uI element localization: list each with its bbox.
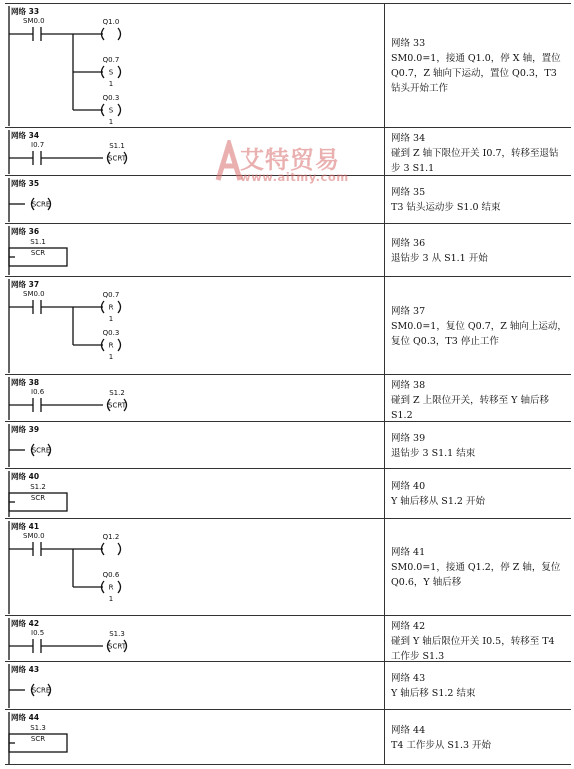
- ladder-diagram: [5, 710, 385, 764]
- contact-label: I0.5: [31, 629, 45, 637]
- coil-operation: R: [108, 583, 114, 592]
- coil-address: Q0.6: [102, 571, 120, 579]
- coil-address: Q0.7: [102, 56, 120, 64]
- description-line: 网络 35: [391, 187, 426, 198]
- ladder-cell: [5, 710, 385, 764]
- network-description: [391, 431, 569, 461]
- network-title: 网络 44: [11, 713, 40, 722]
- target-step: S1.2: [109, 389, 125, 397]
- coil-operation: S: [108, 68, 114, 77]
- coil-operation: S: [108, 106, 114, 115]
- scr-step-address: S1.2: [30, 483, 46, 491]
- ladder-diagram: [5, 519, 385, 615]
- scrt-label: SCRT: [108, 154, 126, 163]
- target-step: S1.1: [109, 142, 125, 150]
- scr-box-label: SCR: [30, 735, 46, 743]
- network-row: [5, 661, 571, 709]
- coil-operation: R: [108, 303, 114, 312]
- scre-label: SCRE: [31, 200, 51, 209]
- ladder-cell: [5, 375, 385, 421]
- target-step: S1.3: [109, 630, 125, 638]
- description-line: 碰到 Z 上限位开关，转移至 Y 轴后移: [391, 395, 549, 406]
- network-row: [5, 518, 571, 615]
- network-row: [5, 374, 571, 421]
- contact-label: I0.7: [31, 141, 45, 149]
- network-title: 网络 33: [11, 7, 40, 16]
- description-line: T3 钻头运动步 S1.0 结束: [391, 202, 501, 213]
- no-contact: [33, 300, 41, 314]
- coil-count: 1: [108, 118, 114, 126]
- coil-address: Q1.0: [102, 18, 120, 26]
- network-row: [5, 223, 571, 276]
- description-line: S1.2: [391, 410, 413, 421]
- ladder-diagram: [5, 616, 385, 661]
- network-description: [391, 619, 569, 664]
- network-title: 网络 37: [11, 280, 40, 289]
- no-contact: [33, 398, 41, 412]
- network-title: 网络 39: [11, 425, 40, 434]
- description-line: 退钻步 3 从 S1.1 开始: [391, 252, 488, 264]
- description-line: 网络 41: [391, 547, 426, 558]
- no-contact: [33, 639, 41, 653]
- network-title: 网络 40: [11, 472, 40, 481]
- network-title: 网络 36: [11, 227, 40, 236]
- network-description: [391, 236, 569, 266]
- ladder-diagram: [5, 662, 385, 709]
- description-line: 碰到 Z 轴下限位开关 I0.7，转移至退钻: [391, 148, 559, 159]
- coil-address: Q0.3: [102, 329, 120, 337]
- ladder-cell: [5, 4, 385, 127]
- network-title: 网络 38: [11, 378, 40, 387]
- description-line: Y 轴后移从 S1.2 开始: [391, 496, 485, 507]
- description-line: SM0.0=1，复位 Q0.7，Z 轴向上运动，: [391, 320, 567, 332]
- ladder-diagram: [5, 4, 385, 127]
- network-description: [391, 545, 569, 590]
- description-line: Y 轴后移 S1.2 结束: [391, 688, 476, 699]
- description-line: 网络 33: [391, 38, 426, 49]
- network-description: [391, 304, 569, 349]
- network-title: 网络 41: [11, 522, 40, 531]
- description-line: 步 3 S1.1: [391, 163, 435, 174]
- description-line: 碰到 Y 轴后限位开关 I0.5，转移至 T4: [391, 636, 555, 647]
- description-line: 网络 36: [391, 237, 426, 249]
- coil-count: 1: [108, 595, 114, 603]
- ladder-cell: [5, 616, 385, 661]
- network-description: [391, 185, 569, 215]
- contact-label: SM0.0: [23, 17, 45, 25]
- ladder-diagram: [5, 176, 385, 223]
- coil-address: Q0.7: [102, 291, 120, 299]
- network-description: [391, 671, 569, 701]
- coil-count: 1: [108, 353, 114, 361]
- ladder-diagram: [5, 224, 385, 276]
- network-row: [5, 276, 571, 374]
- contact-label: SM0.0: [23, 532, 45, 540]
- network-title: 网络 34: [11, 131, 40, 140]
- description-line: 网络 34: [391, 133, 426, 144]
- network-title: 网络 43: [11, 665, 40, 674]
- network-row: [5, 709, 571, 765]
- network-description: [391, 36, 569, 96]
- ladder-program-table: [5, 3, 571, 765]
- scre-label: SCRE: [31, 686, 51, 695]
- ladder-cell: [5, 469, 385, 518]
- scr-box-label: SCR: [30, 249, 46, 257]
- description-line: T4 工作步从 S1.3 开始: [391, 740, 492, 751]
- network-description: [391, 723, 569, 753]
- network-row: [5, 3, 571, 127]
- scr-box-label: SCR: [30, 494, 46, 502]
- no-contact: [33, 27, 41, 41]
- ladder-cell: [5, 277, 385, 374]
- description-line: 网络 44: [391, 725, 426, 736]
- network-description: [391, 131, 569, 176]
- network-row: [5, 615, 571, 661]
- description-line: Q0.7，Z 轴向下运动，置位 Q0.3，T3: [391, 68, 557, 79]
- network-row: [5, 175, 571, 223]
- ladder-cell: [5, 176, 385, 223]
- network-description: [391, 479, 569, 509]
- network-row: [5, 468, 571, 518]
- coil-count: 1: [108, 315, 114, 323]
- ladder-diagram: [5, 375, 385, 421]
- description-line: 网络 37: [391, 305, 426, 317]
- watermark-brand: 艾特贸易: [240, 146, 340, 174]
- contact-label: SM0.0: [23, 290, 45, 298]
- description-line: 复位 Q0.3，T3 停止工作: [391, 335, 499, 347]
- description-line: 退钻步 3 S1.1 结束: [391, 447, 476, 459]
- scr-step-address: S1.3: [30, 724, 46, 732]
- no-contact: [33, 151, 41, 165]
- description-line: 网络 38: [391, 380, 426, 391]
- description-line: 工作步 S1.3: [391, 651, 445, 662]
- description-line: 网络 40: [391, 481, 426, 492]
- description-line: Q0.6，Y 轴后移: [391, 577, 462, 588]
- network-description: [391, 378, 569, 423]
- ladder-cell: [5, 224, 385, 276]
- coil-operation: R: [108, 341, 114, 350]
- ladder-cell: [5, 519, 385, 615]
- scrt-label: SCRT: [108, 642, 126, 651]
- description-line: 网络 43: [391, 673, 426, 684]
- coil-address: Q0.3: [102, 94, 120, 102]
- ladder-diagram: [5, 469, 385, 518]
- coil-count: 1: [108, 80, 114, 88]
- ladder-diagram: [5, 277, 385, 374]
- no-contact: [33, 542, 41, 556]
- ladder-cell: [5, 128, 385, 175]
- contact-label: I0.6: [31, 388, 45, 396]
- ladder-cell: [5, 422, 385, 468]
- network-row: [5, 127, 571, 175]
- network-row: [5, 421, 571, 468]
- ladder-diagram: [5, 422, 385, 468]
- scr-step-address: S1.1: [30, 238, 46, 246]
- scre-label: SCRE: [31, 446, 51, 455]
- ladder-diagram: [5, 128, 385, 175]
- coil-address: Q1.2: [102, 533, 120, 541]
- scrt-label: SCRT: [108, 401, 126, 410]
- description-line: 网络 42: [391, 621, 426, 632]
- watermark-url: www.aitmy.com: [240, 170, 349, 184]
- output-coil: [102, 543, 121, 555]
- description-line: 网络 39: [391, 432, 426, 444]
- description-line: SM0.0=1，接通 Q1.2，停 Z 轴，复位: [391, 562, 561, 573]
- description-line: 钻头开始工作: [391, 83, 449, 94]
- network-title: 网络 42: [11, 619, 40, 628]
- description-line: SM0.0=1，接通 Q1.0，停 X 轴，置位: [391, 53, 561, 64]
- network-title: 网络 35: [11, 179, 40, 188]
- ladder-cell: [5, 662, 385, 709]
- output-coil: [102, 28, 121, 40]
